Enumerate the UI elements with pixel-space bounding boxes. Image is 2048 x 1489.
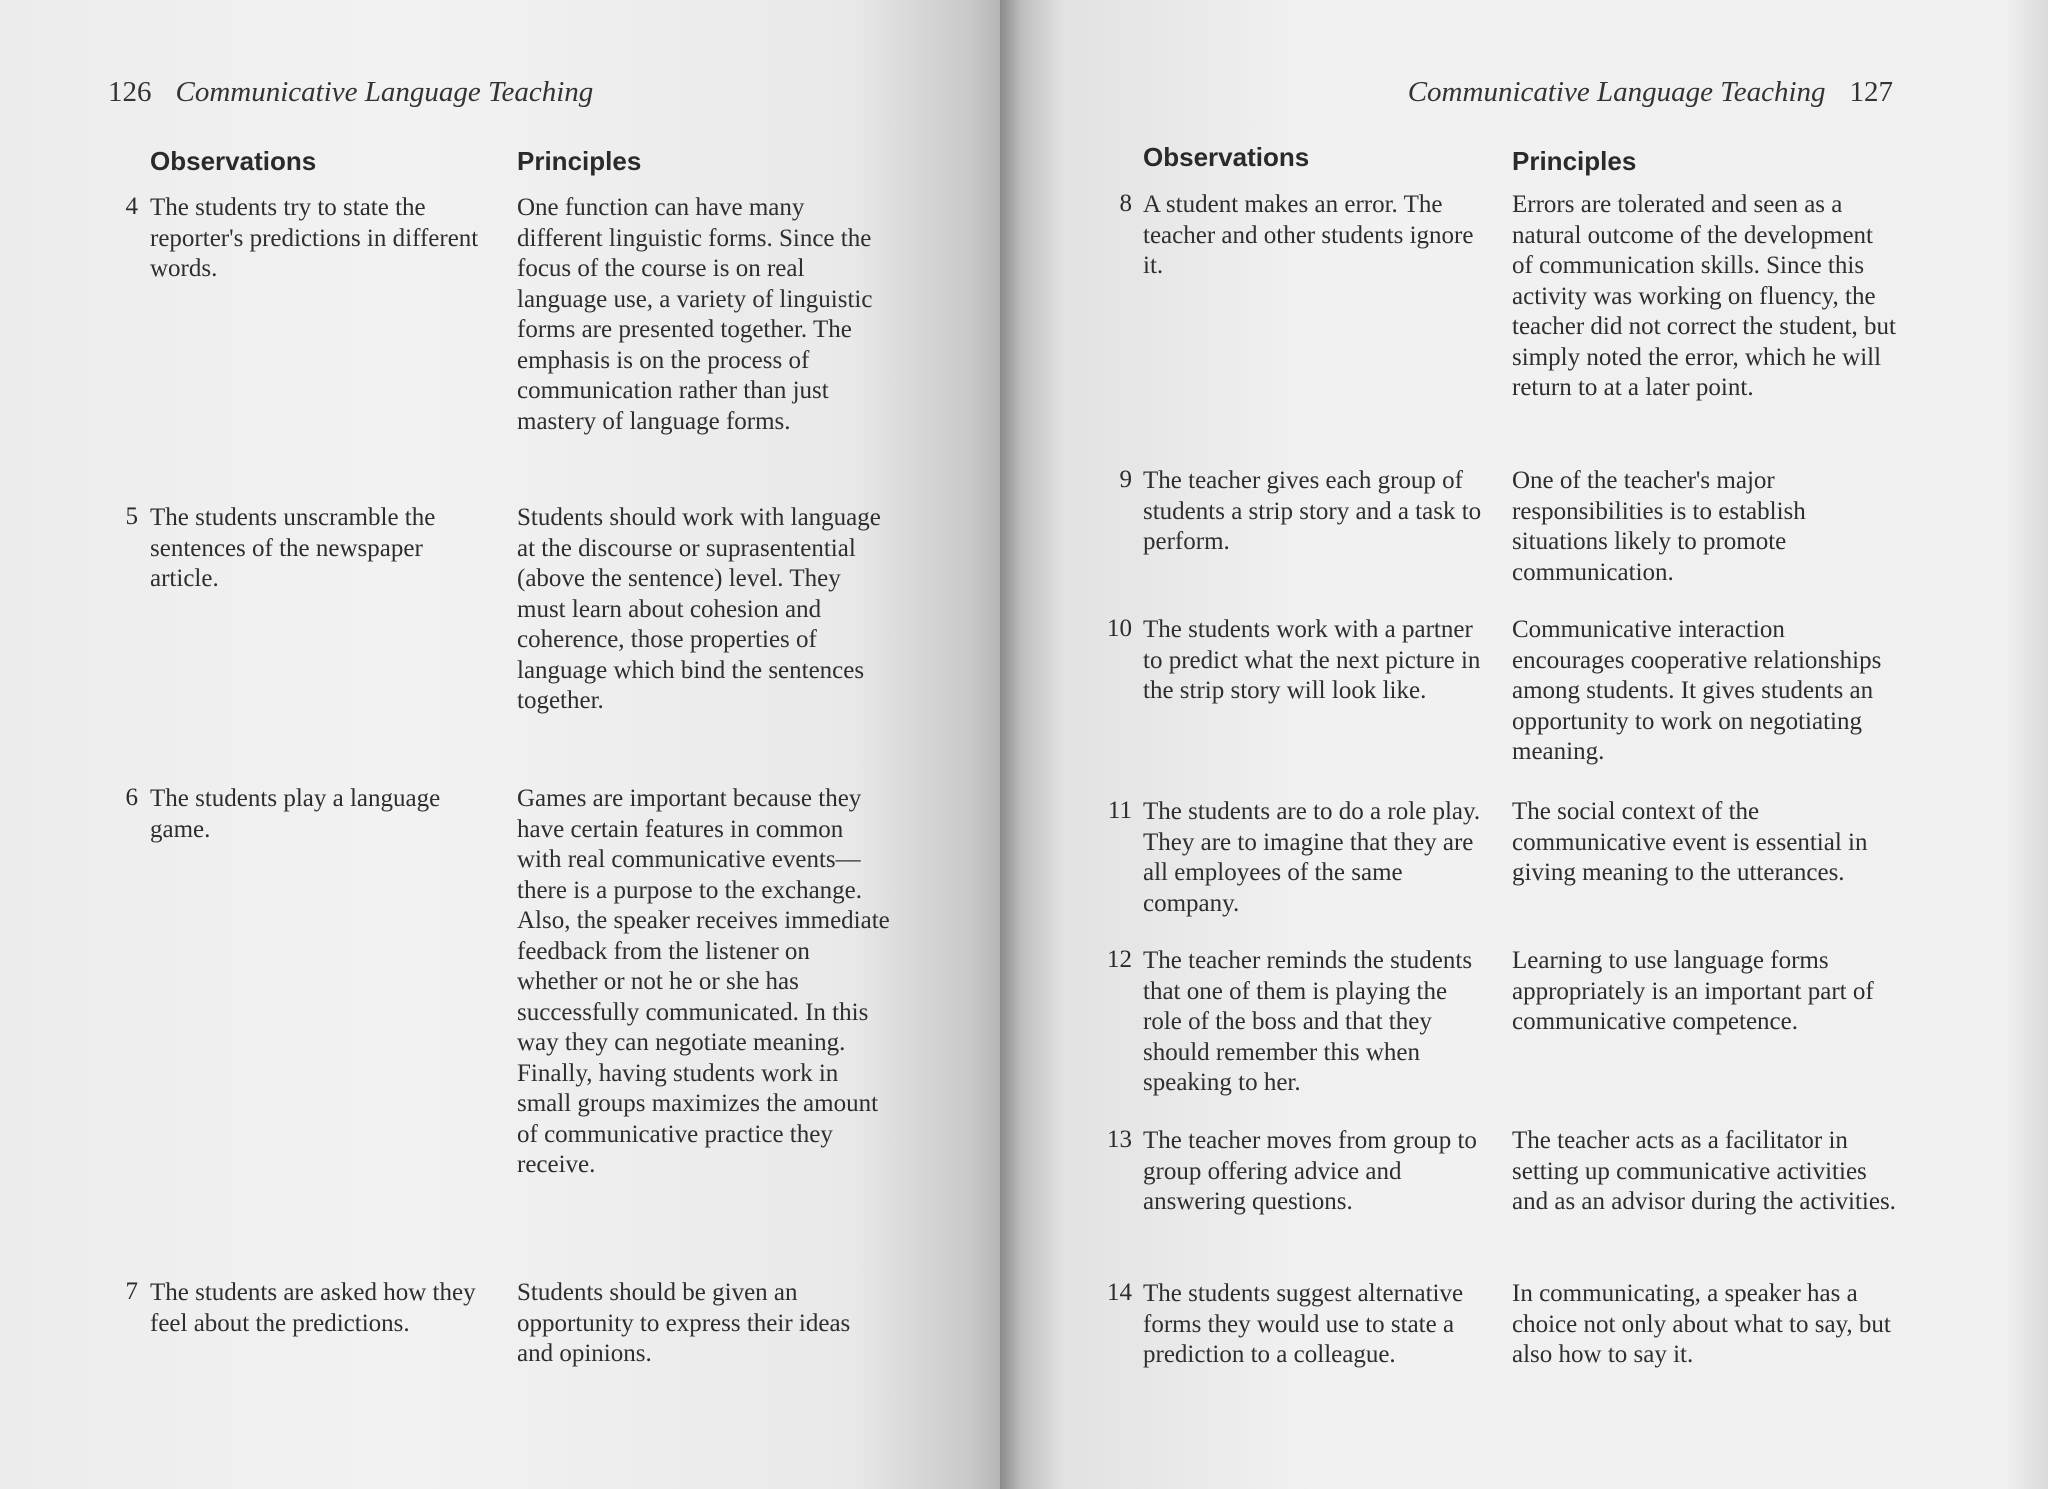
observation-text: The students play a language game.: [150, 785, 441, 843]
row-number: 14: [1107, 1279, 1132, 1306]
row-number: 4: [125, 193, 138, 220]
principle-text: The teacher acts as a facilitator in setting up communicative activities and as an advisor during the activities.: [1512, 1127, 1896, 1215]
row-number: 5: [125, 503, 138, 530]
observation-text: The teacher moves from group to group offering advice and answering questions.: [1143, 1127, 1477, 1215]
row-number: 9: [1119, 466, 1132, 493]
observation-text: The students work with a partner to predict what the next picture in the strip story will look like.: [1143, 616, 1481, 704]
observation-text: The students suggest alternative forms they would use to state a prediction to a colleague.: [1143, 1280, 1464, 1368]
observation-text: The students are to do a role play. They are to imagine that they are all employees of the same company.: [1143, 798, 1481, 917]
right-page-number: 127: [1849, 76, 1893, 108]
row-number: 13: [1107, 1126, 1132, 1153]
row-number: 10: [1107, 615, 1132, 642]
principle-text: Communicative interaction encourages cooperative relationships among students. It gives students an opportunity to work on negotiating meaning.: [1512, 616, 1882, 765]
row-number: 11: [1107, 797, 1132, 824]
principle-text: Games are important because they have certain features in common with real communicative events—there is a purpose to the exchange. Also, the speaker receives immediate feedback from the listener on whether or not he or she has successfully communicated. In this way they can negotiate meaning. Finally, having students work in small groups maximizes the amount of communicative practice they receive.: [517, 785, 890, 1178]
right-page: [1000, 0, 2048, 1489]
principle-text: One function can have many different linguistic forms. Since the focus of the course is on real language use, a variety of linguistic forms are presented together. The emphasis is on the process of communication rather than just mastery of language forms.: [517, 194, 873, 435]
row-number: 12: [1107, 946, 1132, 973]
row-number: 7: [125, 1278, 138, 1305]
right-running-head: [1408, 76, 1893, 109]
observation-text: A student makes an error. The teacher and other students ignore it.: [1143, 191, 1474, 279]
row-number: 8: [1119, 190, 1132, 217]
principle-text: The social context of the communicative event is essential in giving meaning to the utterances.: [1512, 798, 1868, 886]
principle-text: Students should be given an opportunity to express their ideas and opinions.: [517, 1279, 851, 1367]
principle-text: Students should work with language at the discourse or suprasentential (above the sentence) level. They must learn about cohesion and coherence, those properties of language which bind the sentences together.: [517, 504, 881, 714]
left-running-head: [108, 76, 593, 109]
observation-text: The students are asked how they feel about the predictions.: [150, 1279, 476, 1337]
observation-text: The teacher reminds the students that one of them is playing the role of the boss and that they should remember this when speaking to her.: [1143, 947, 1473, 1096]
left-page: [0, 0, 1000, 1489]
observation-text: The students unscramble the sentences of the newspaper article.: [150, 504, 436, 592]
right-principles-heading: Principles: [1512, 146, 1637, 176]
left-page-number: 126: [108, 76, 152, 108]
left-principles-heading: Principles: [517, 146, 642, 176]
principle-text: In communicating, a speaker has a choice not only about what to say, but also how to say it.: [1512, 1280, 1891, 1368]
principle-text: Learning to use language forms appropriately is an important part of communicative competence.: [1512, 947, 1874, 1035]
left-observations-heading: Observations: [150, 146, 317, 176]
principle-text: Errors are tolerated and seen as a natural outcome of the development of communication skills. Since this activity was working on fluency, the teacher did not correct the student, but simply noted the error, which he will return to at a later point.: [1512, 191, 1896, 401]
right-book-title: Communicative Language Teaching: [1407, 76, 1826, 108]
observation-text: The students try to state the reporter's predictions in different words.: [150, 194, 479, 282]
left-book-title: Communicative Language Teaching: [175, 76, 594, 108]
row-number: 6: [125, 784, 138, 811]
right-observations-heading: Observations: [1143, 142, 1310, 172]
principle-text: One of the teacher's major responsibilities is to establish situations likely to promote communication.: [1512, 467, 1806, 586]
observation-text: The teacher gives each group of students a strip story and a task to perform.: [1143, 467, 1482, 555]
